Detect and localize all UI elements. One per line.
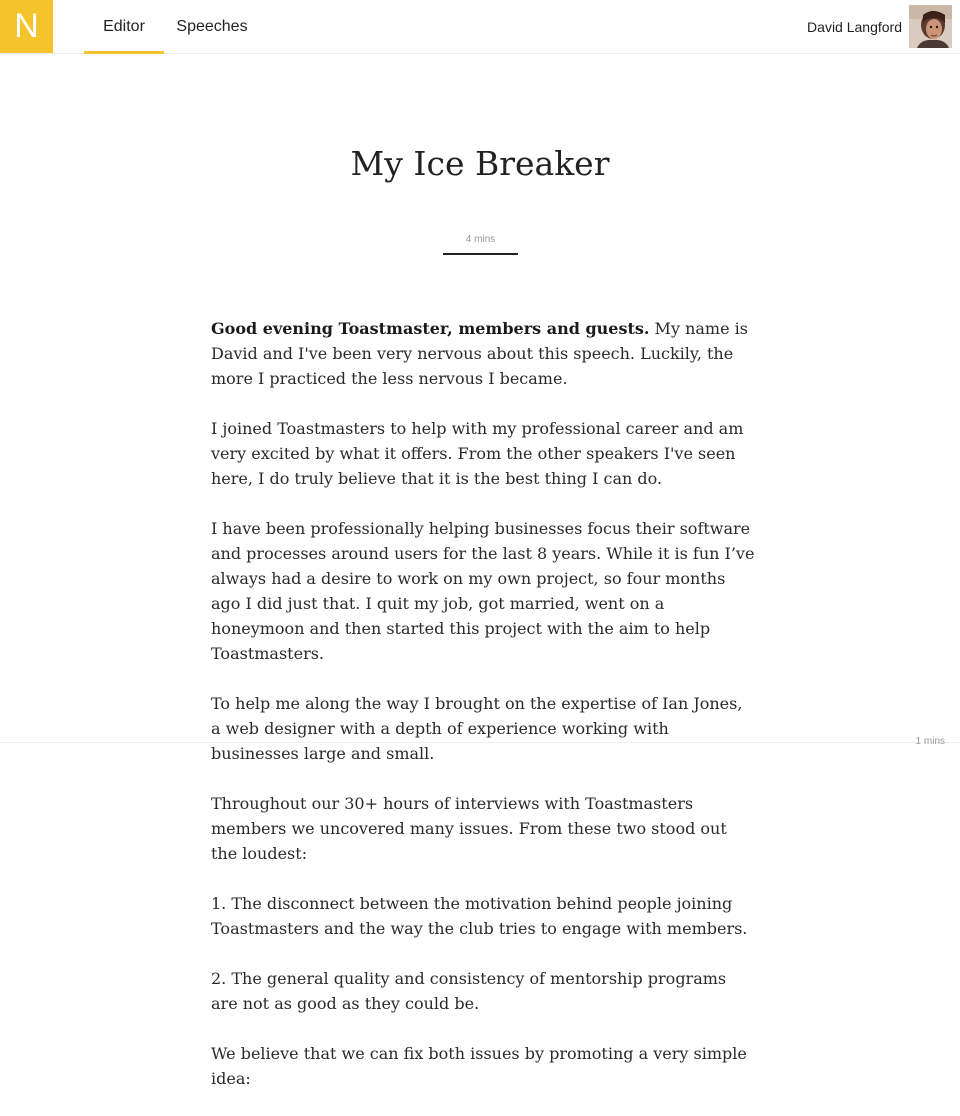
paragraph-text: My name is David and I've been very nervous about this speech. Luckily, the more I practiced the less nervous I became. <box>211 319 748 388</box>
paragraph: To help me along the way I brought on the expertise of Ian Jones, a web designer with a depth of experience working with businesses large and small. <box>211 694 743 763</box>
user-name[interactable]: David Langford <box>807 18 902 35</box>
avatar[interactable] <box>909 5 952 48</box>
top-navigation-bar <box>0 0 960 54</box>
tab-editor[interactable] <box>84 0 164 53</box>
total-time-label: 4 mins <box>465 234 496 245</box>
section-time-label: 1 mins <box>915 736 945 747</box>
paragraph <box>211 316 756 391</box>
logo-letter: N <box>14 7 39 45</box>
speech-editor[interactable] <box>211 316 756 1116</box>
paragraph: 1. The disconnect between the motivation behind people joining Toastmasters and the way the club tries to engage with members. <box>211 894 748 938</box>
paragraph: 2. The general quality and consistency of mentorship programs are not as good as they could be. <box>211 969 727 1013</box>
tab-editor-label: Editor <box>103 17 145 35</box>
page-title[interactable]: My Ice Breaker <box>350 144 610 183</box>
tab-speeches[interactable] <box>164 0 260 53</box>
app-logo[interactable] <box>0 0 53 53</box>
tab-speeches-label: Speeches <box>176 17 248 35</box>
section-divider <box>0 742 960 743</box>
paragraph: I have been professionally helping businesses focus their software and processes around users for the last 8 years. While it is fun I’ve always had a desire to work on my own project, so four months ago I did just that. I quit my job, got married, went on a honeymoon and then started this project with the aim to help Toastmasters. <box>211 519 755 663</box>
paragraph: I joined Toastmasters to help with my professional career and am very excited by what it offers. From the other speakers I've seen here, I do truly believe that it is the best thing I can do. <box>211 419 744 488</box>
paragraph-bold-text: Good evening Toastmaster, members and guests. <box>211 319 650 338</box>
paragraph: Throughout our 30+ hours of interviews with Toastmasters members we uncovered many issues. From these two stood out the loudest: <box>211 794 727 863</box>
paragraph: We believe that we can fix both issues by promoting a very simple idea: <box>211 1044 747 1088</box>
avatar-photo <box>909 5 952 48</box>
total-time-underline <box>443 253 518 255</box>
